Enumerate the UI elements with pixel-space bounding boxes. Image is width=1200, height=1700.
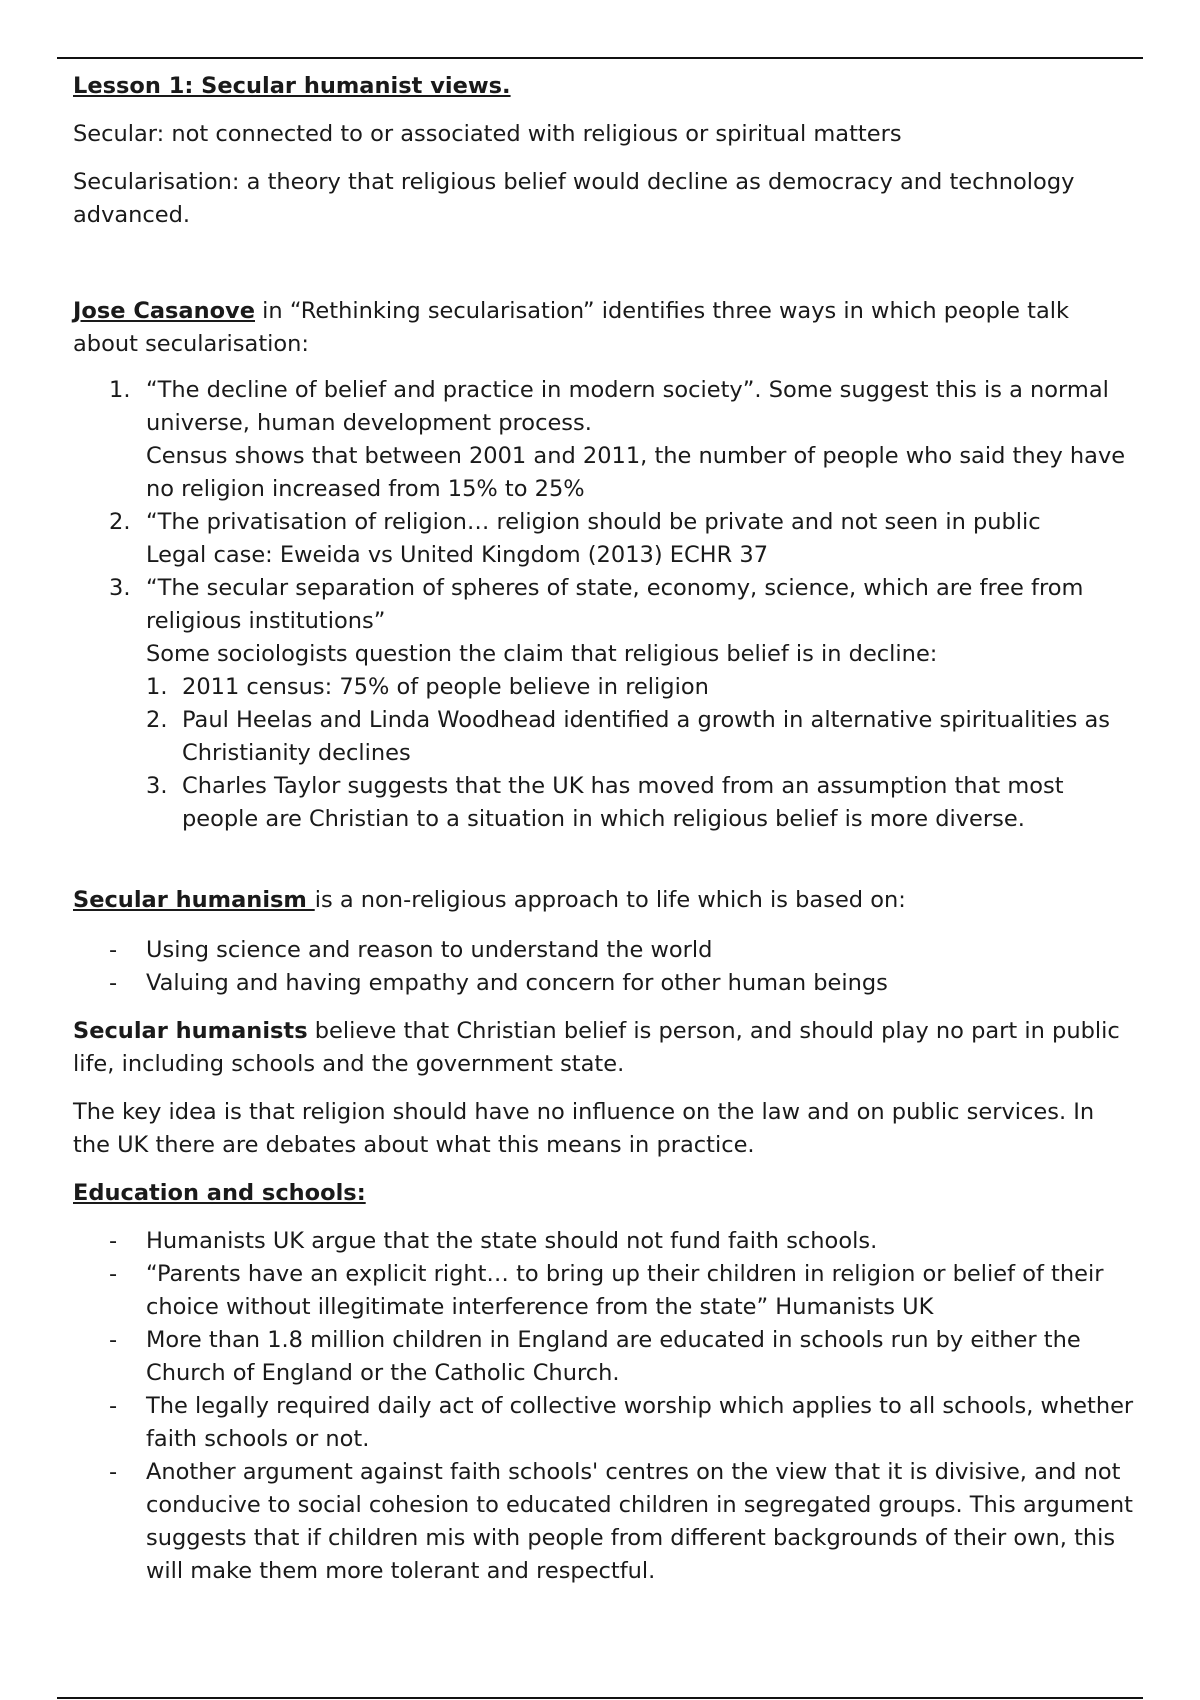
bottom-rule bbox=[57, 1697, 1143, 1699]
education-heading: Education and schools: bbox=[73, 1180, 366, 1206]
list-number: 3. bbox=[109, 575, 131, 601]
sub-list-number: 3. bbox=[146, 773, 168, 799]
list-item-text: More than 1.8 million children in England are educated in schools run by either the Church of England or the Catholic Church. bbox=[146, 1327, 1081, 1386]
list-item bbox=[73, 1258, 1138, 1324]
definition-secularisation: Secularisation: a theory that religious belief would decline as democracy and technology advanced. bbox=[73, 169, 1075, 228]
list-item-text: “Parents have an explicit right… to bring up their children in religion or belief of their choice without illegitimate interference from the state” Humanists UK bbox=[146, 1261, 1104, 1320]
list-number: 2. bbox=[109, 509, 131, 535]
list-item bbox=[73, 967, 1138, 1000]
humanism-term: Secular humanism bbox=[73, 887, 315, 913]
list-item bbox=[73, 1390, 1138, 1456]
list-item-text: Using science and reason to understand the world bbox=[146, 937, 713, 963]
list-item bbox=[73, 1225, 1138, 1258]
list-item bbox=[73, 374, 1138, 506]
sub-list-item bbox=[146, 704, 1138, 770]
sub-list-item bbox=[146, 671, 1138, 704]
spacer bbox=[73, 836, 1138, 884]
sub-list-number: 2. bbox=[146, 707, 168, 733]
definition-secular: Secular: not connected to or associated with religious or spiritual matters bbox=[73, 121, 902, 147]
list-item bbox=[73, 506, 1138, 572]
humanists-paragraph bbox=[73, 1015, 1138, 1081]
casanove-intro bbox=[73, 295, 1138, 361]
list-item-text: The legally required daily act of collective worship which applies to all schools, whether faith schools or not. bbox=[146, 1393, 1134, 1452]
sub-list-text: Charles Taylor suggests that the UK has moved from an assumption that most people are Christian to a situation in which religious belief is more diverse. bbox=[182, 773, 1064, 832]
key-idea-paragraph: The key idea is that religion should have no influence on the law and on public services. In the UK there are debates about what this means in practice. bbox=[73, 1099, 1095, 1158]
education-points bbox=[73, 1225, 1138, 1588]
list-item-text: Another argument against faith schools' centres on the view that it is divisive, and not conducive to social cohesion to educated children in segregated groups. This argument suggests that if children mis with people from different backgrounds of their own, this will make them more tolerant and respectful. bbox=[146, 1459, 1133, 1584]
list-item-text: Humanists UK argue that the state should not fund faith schools. bbox=[146, 1228, 878, 1254]
list-item-text: Valuing and having empathy and concern for other human beings bbox=[146, 970, 888, 996]
sub-list-item bbox=[146, 770, 1138, 836]
sociologists-list bbox=[146, 671, 1138, 836]
list-item-text: “The decline of belief and practice in modern society”. Some suggest this is a normal universe, human development process. bbox=[146, 377, 1109, 436]
list-item bbox=[73, 1324, 1138, 1390]
dash-bullet: - bbox=[109, 1327, 118, 1353]
dash-bullet: - bbox=[109, 937, 118, 963]
lesson-title: Lesson 1: Secular humanist views. bbox=[73, 73, 511, 99]
dash-bullet: - bbox=[109, 1393, 118, 1419]
humanists-text: believe that Christian belief is person, and should play no part in public life, including schools and the government state. bbox=[73, 1018, 1120, 1077]
dash-bullet: - bbox=[109, 1261, 118, 1287]
list-item bbox=[73, 934, 1138, 967]
list-item-extra: Census shows that between 2001 and 2011, the number of people who said they have no religion increased from 15% to 25% bbox=[146, 443, 1126, 502]
list-item-extra: Legal case: Eweida vs United Kingdom (2013) ECHR 37 bbox=[146, 542, 769, 568]
top-rule bbox=[57, 57, 1143, 59]
sub-list-number: 1. bbox=[146, 674, 168, 700]
dash-bullet: - bbox=[109, 1228, 118, 1254]
humanism-intro bbox=[73, 884, 1138, 917]
spacer bbox=[73, 247, 1138, 295]
dash-bullet: - bbox=[109, 970, 118, 996]
list-item-text: “The privatisation of religion… religion should be private and not seen in public bbox=[146, 509, 1041, 535]
document-body bbox=[73, 70, 1138, 1603]
humanism-points bbox=[73, 934, 1138, 1000]
humanists-term: Secular humanists bbox=[73, 1018, 308, 1044]
list-item bbox=[73, 572, 1138, 836]
dash-bullet: - bbox=[109, 1459, 118, 1485]
casanove-intro-text: in “Rethinking secularisation” identifies three ways in which people talk about secularisation: bbox=[73, 298, 1070, 357]
list-item-text: “The secular separation of spheres of state, economy, science, which are free from religious institutions” bbox=[146, 575, 1084, 634]
list-item bbox=[73, 1456, 1138, 1588]
humanism-intro-text: is a non-religious approach to life which is based on: bbox=[314, 887, 906, 913]
list-item-extra: Some sociologists question the claim that religious belief is in decline: bbox=[146, 641, 938, 667]
casanove-list bbox=[73, 374, 1138, 836]
list-number: 1. bbox=[109, 377, 131, 403]
sub-list-text: Paul Heelas and Linda Woodhead identified a growth in alternative spiritualities as Christianity declines bbox=[182, 707, 1110, 766]
casanove-name: Jose Casanove bbox=[73, 298, 255, 324]
sub-list-text: 2011 census: 75% of people believe in religion bbox=[182, 674, 709, 700]
